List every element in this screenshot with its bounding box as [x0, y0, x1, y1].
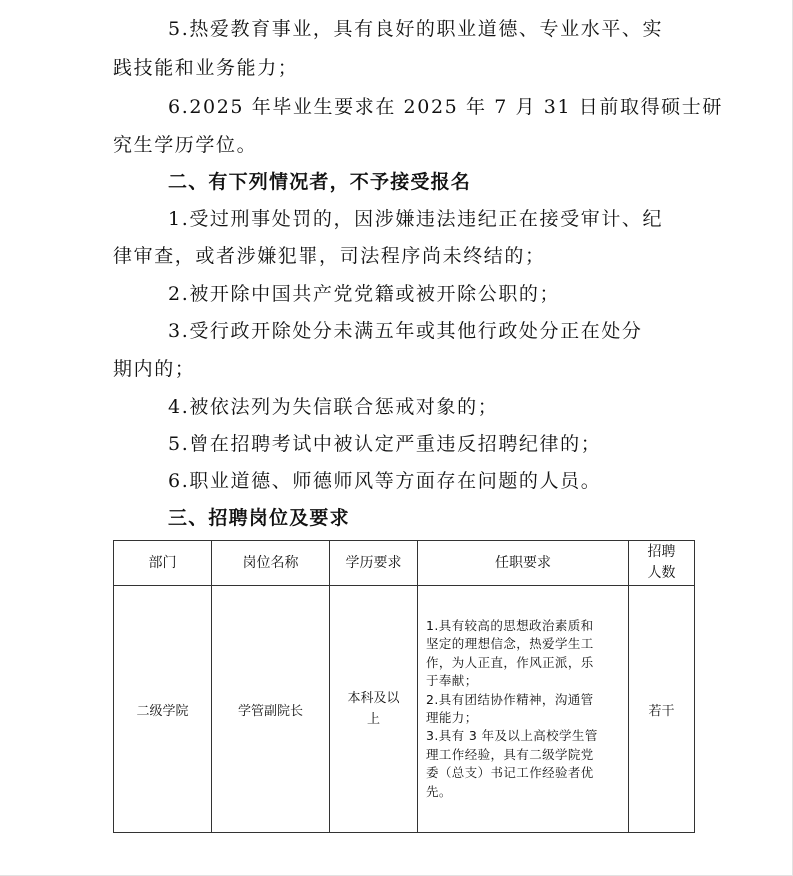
- duty-line: 委（总支）书记工作经验者优: [426, 765, 594, 781]
- duty-line: 2.具有团结协作精神，沟通管: [426, 691, 594, 707]
- table-header-row: [114, 541, 695, 586]
- section-2-item-3-line-1: 3.受行政开除处分未满五年或其他行政处分正在处分: [168, 320, 643, 342]
- cell-education: [330, 586, 418, 833]
- section-2-item-4: 4.被依法列为失信联合惩戒对象的；: [168, 396, 499, 418]
- table-row: [114, 586, 695, 833]
- duty-line: 坚定的理想信念，热爱学生工: [426, 636, 594, 652]
- cell-education-line-2: 上: [366, 712, 380, 727]
- section-2-item-3-line-2: 期内的；: [113, 358, 196, 380]
- section-2-item-5: 5.曾在招聘考试中被认定严重违反招聘纪律的；: [168, 433, 602, 455]
- duty-line: 1.具有较高的思想政治素质和: [426, 617, 594, 633]
- header-headcount-line-1: 招聘: [647, 544, 676, 560]
- duty-line: 作，为人正直，作风正派，乐: [426, 654, 594, 670]
- cell-headcount: 若干: [629, 586, 695, 833]
- header-position: 岗位名称: [212, 541, 330, 586]
- cell-education-line-1: 本科及以: [347, 691, 400, 706]
- section-2-item-1-line-2: 律审查，或者涉嫌犯罪，司法程序尚未终结的；: [113, 245, 546, 267]
- header-duties: 任职要求: [418, 541, 629, 586]
- section-2-item-6: 6.职业道德、师德师风等方面存在问题的人员。: [168, 470, 602, 492]
- duty-line: 先。: [426, 783, 452, 799]
- section-2-item-1-line-1: 1.受过刑事处罚的，因涉嫌违法违纪正在接受审计、纪: [168, 208, 664, 230]
- header-headcount: [629, 541, 695, 586]
- duty-line: 3.具有 3 年及以上高校学生管: [426, 728, 598, 744]
- paragraph-item-5-line-2: 践技能和业务能力；: [113, 57, 299, 79]
- duty-line: 理工作经验，具有二级学院党: [426, 746, 594, 762]
- cell-duties: [418, 586, 629, 833]
- section-2-heading: 二、有下列情况者，不予接受报名: [168, 171, 472, 193]
- duty-line: 于奉献；: [426, 673, 478, 689]
- header-headcount-line-2: 人数: [647, 565, 676, 581]
- paragraph-item-6-line-1: 6.2025 年毕业生要求在 2025 年 7 月 31 日前取得硕士研: [168, 96, 723, 118]
- section-2-item-2: 2.被开除中国共产党党籍或被开除公职的；: [168, 283, 561, 305]
- paragraph-item-5-line-1: 5.热爱教育事业，具有良好的职业道德、专业水平、实: [168, 18, 664, 40]
- recruitment-table: [113, 540, 695, 833]
- cell-position: 学管副院长: [212, 586, 330, 833]
- header-education: 学历要求: [330, 541, 418, 586]
- paragraph-item-6-line-2: 究生学历学位。: [113, 134, 258, 156]
- section-3-heading: 三、招聘岗位及要求: [168, 507, 350, 529]
- cell-department: 二级学院: [114, 586, 212, 833]
- header-department: 部门: [114, 541, 212, 586]
- duty-line: 理能力；: [426, 710, 478, 725]
